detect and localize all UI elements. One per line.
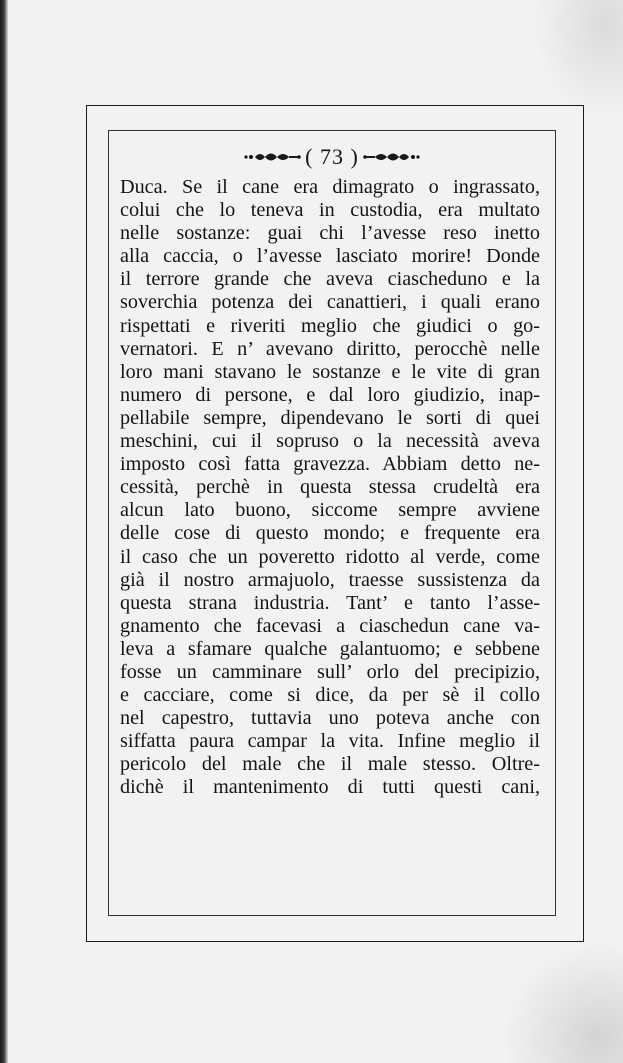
text-line: leva a sfamare qualche galantuomo; e sebbene bbox=[120, 637, 540, 660]
text-line: e cacciare, come si dice, da per sè il collo bbox=[120, 684, 540, 707]
text-line: numero di persone, e dal loro giudizio, inap- bbox=[120, 383, 540, 406]
text-line: dichè il mantenimento di tutti questi cani, bbox=[120, 776, 540, 799]
text-line: cessità, perchè in questa stessa crudeltà era bbox=[120, 476, 540, 499]
text-line: soverchia potenza dei canattieri, i quali erano bbox=[120, 291, 540, 314]
book-spine-shadow bbox=[0, 0, 8, 1063]
text-line: colui che lo teneva in custodia, era multato bbox=[120, 199, 540, 222]
text-line: alcun lato buono, siccome sempre avviene bbox=[120, 499, 540, 522]
text-line: imposto così fatta gravezza. Abbiam detto ne- bbox=[120, 453, 540, 476]
paper-stain bbox=[533, 0, 623, 120]
right-ornament-icon bbox=[363, 150, 421, 164]
text-line: il terrore grande che aveva ciascheduno e la bbox=[120, 268, 540, 291]
page-number: ( 73 ) bbox=[305, 144, 359, 169]
page-header bbox=[108, 142, 556, 172]
text-line: meschini, cui il sopruso o la necessità aveva bbox=[120, 430, 540, 453]
text-line: Duca. Se il cane era dimagrato o ingrassato, bbox=[120, 176, 540, 198]
text-line: siffatta paura campar la vita. Infine meglio il bbox=[120, 730, 540, 753]
text-line: questa strana industria. Tant’ e tanto l’asse- bbox=[120, 591, 540, 614]
left-ornament-icon bbox=[243, 150, 301, 164]
text-line: nelle sostanze: guai chi l’avesse reso inetto bbox=[120, 222, 540, 245]
text-line: alla caccia, o l’avesse lasciato morire! Donde bbox=[120, 245, 540, 268]
text-line: già il nostro armajuolo, traesse sussistenza da bbox=[120, 568, 540, 591]
text-line: gnamento che facevasi a ciaschedun cane va- bbox=[120, 614, 540, 637]
text-line: loro mani stavano le sostanze e le vite di gran bbox=[120, 360, 540, 383]
body-text bbox=[120, 176, 540, 800]
text-line: rispettati e riveriti meglio che giudici o go- bbox=[120, 314, 540, 337]
text-line: nel capestro, tuttavia uno poteva anche con bbox=[120, 707, 540, 730]
text-line: vernatori. E n’ avevano diritto, perocchè nelle bbox=[120, 337, 540, 360]
text-line: pericolo del male che il male stesso. Oltre- bbox=[120, 753, 540, 776]
text-line: fosse un camminare sull’ orlo del precipizio, bbox=[120, 660, 540, 683]
text-line: il caso che un poveretto ridotto al verde, come bbox=[120, 545, 540, 568]
text-line: pellabile sempre, dipendevano le sorti di quei bbox=[120, 406, 540, 429]
text-line: delle cose di questo mondo; e frequente era bbox=[120, 522, 540, 545]
paper-stain-bottom bbox=[503, 943, 623, 1063]
